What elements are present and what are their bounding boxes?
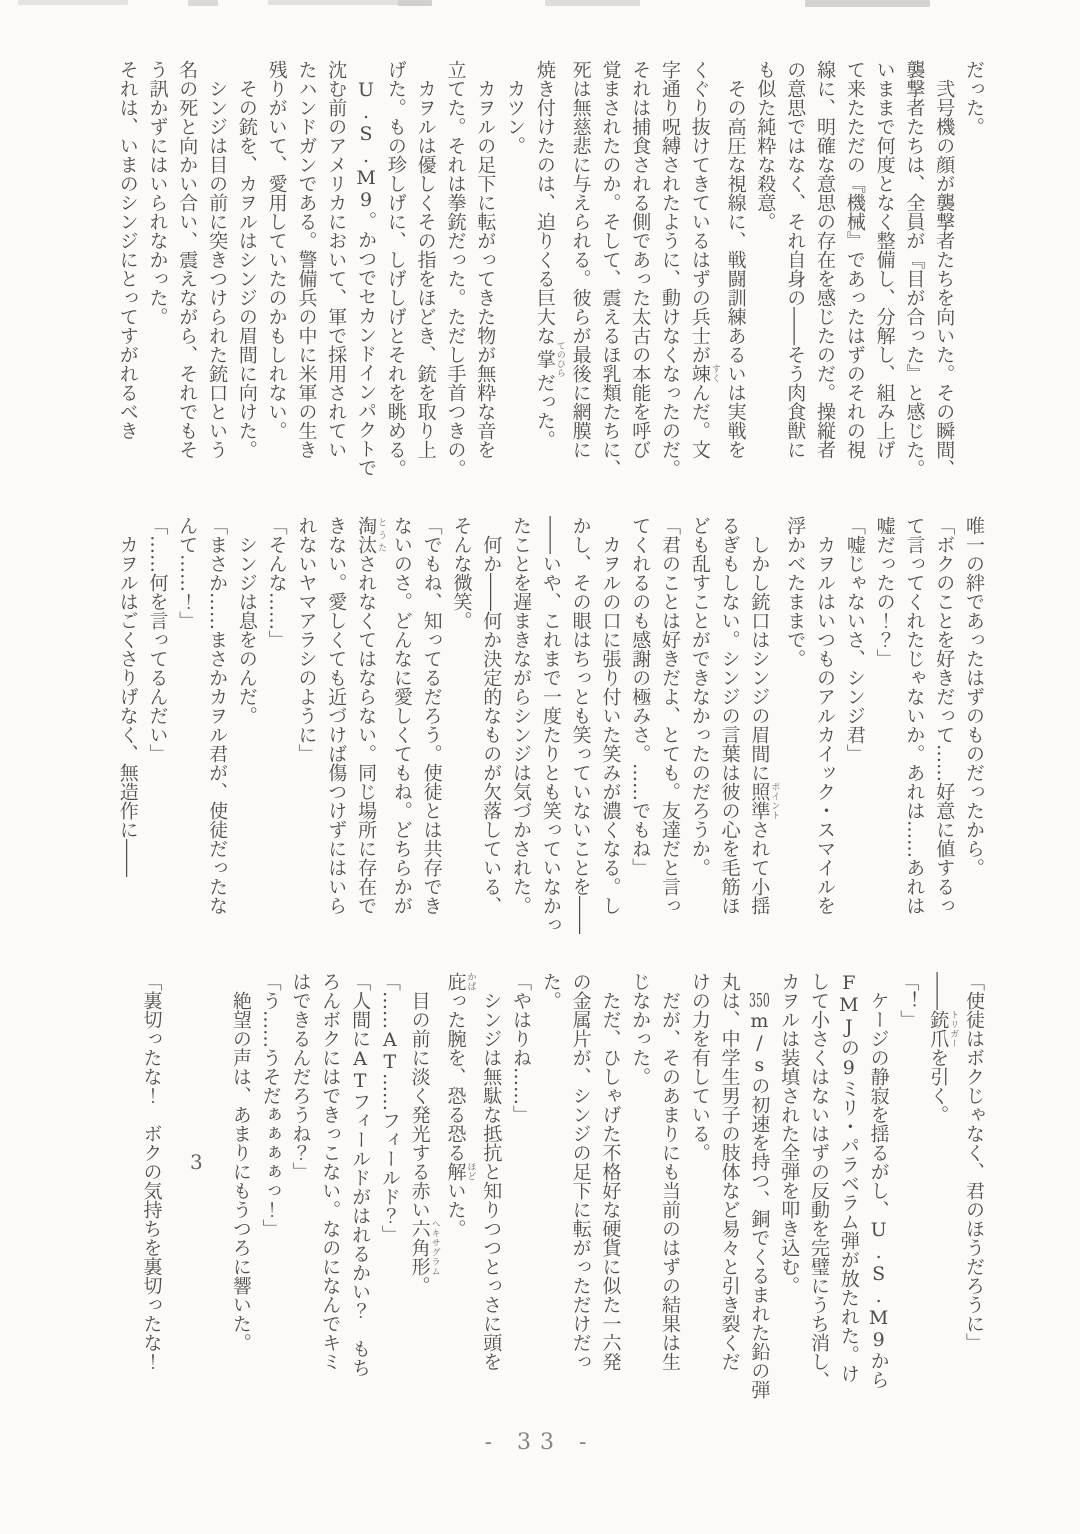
text-column: U.S.M9。かつでセカンドインパクトで <box>355 79 378 477</box>
text-column: 「やはりね……」 <box>510 972 533 1124</box>
scan-artifact <box>545 0 640 6</box>
text-column: 「人間にATフィールドがはれるかい？ もち <box>349 972 372 1377</box>
text-column: た。 <box>539 972 562 1010</box>
ruby-annotated-word: 六角形 ヘキサグラム <box>408 1219 440 1276</box>
text-column: して小さくはないはずの反動を完璧にうち消し、 <box>808 972 831 1390</box>
text-column: 襲撃者たちは、全員が『目が合った』と感じた。 <box>903 60 926 478</box>
ruby-annotated-word: 淘汰 とうた <box>355 516 387 554</box>
text-column: それは、いまのシンジにとってすがれるべき <box>116 60 139 440</box>
text-column: シンジは目の前に突きつけられた銃口という <box>206 60 229 459</box>
text-column: てくれるのも感謝の極みさ。……でもね」 <box>629 516 652 877</box>
text-column: その銃を、カヲルはシンジの眉間に向けた。 <box>235 60 258 459</box>
ruby-annotated-word: 竦 すく <box>688 364 720 383</box>
text-column: けの力を有している。 <box>688 972 711 1162</box>
text-column: いままで何度となく整備し、分解し、組み上げ <box>873 60 896 459</box>
text-column: の意思ではなく、それ自身の――そう肉食獣に <box>784 60 807 459</box>
text-column: カヲルの足下に転がってきた物が無粋な音を <box>474 60 497 459</box>
text-band-top <box>112 60 988 480</box>
horizontal-in-vertical-number: 350 <box>748 991 770 1010</box>
text-column: それは捕食される側であった太古の本能を呼び <box>629 60 652 459</box>
text-column: 「嘘じゃないさ、シンジ君」 <box>843 516 866 763</box>
ruby-annotated-word: 解 ほど <box>444 1162 476 1181</box>
text-column: 浮かべたままで。 <box>784 516 807 668</box>
text-column: だった。 <box>963 60 985 136</box>
text-column: て言ってくれたじゃないか。あれは……あれは <box>903 516 926 915</box>
text-band-bottom <box>136 972 988 1399</box>
upright-latin-text: m/s <box>748 1010 771 1076</box>
text-column: カヲルはごくさりげなく、無造作に―― <box>116 516 139 877</box>
text-column: ――いや、これまで一度たりとも笑っていなかっ <box>539 516 562 934</box>
ruby-annotated-word: 掌 てのひら <box>533 341 565 377</box>
text-column: くぐり抜けてきているはずの兵士が竦 すくんだ。文 <box>688 60 720 459</box>
text-column: 「う……うそだぁぁぁぁっ！」 <box>259 972 282 1238</box>
text-column: 焼き付けたのは、迫りくる巨大な掌 てのひらだった。 <box>533 60 565 449</box>
text-column: カヲルは装填された全弾を叩き込む。 <box>778 972 801 1295</box>
scan-artifact <box>18 0 128 5</box>
text-column: て来たただの『機械』であったはずのそれの視 <box>843 60 866 459</box>
text-column: 何か――何か決定的なものが欠落している、 <box>480 516 503 915</box>
text-column: 「でもね、知ってるだろう。使徒とは共存でき <box>420 516 443 915</box>
text-column <box>165 972 195 1392</box>
text-column: カツン。 <box>504 60 527 155</box>
text-column: 丸は、中学生男子の肢体など易々と引き裂くだ <box>718 972 741 1371</box>
text-column: カヲルは優しくその指をほどき、銃を取り上 <box>414 60 437 459</box>
upright-latin-text: U.S.M9 <box>355 79 378 211</box>
text-column: じなかった。 <box>629 972 652 1086</box>
upright-latin-text: 9 <box>837 1057 860 1079</box>
ruby-annotated-word: 銃爪 トリガー <box>927 1010 959 1048</box>
text-column: かし、その眼はちっとも笑っていないことを―― <box>569 516 592 934</box>
text-column: げた。もの珍しげに、しげしげとそれを眺める。 <box>384 60 407 478</box>
text-column: 名の死と向かい合い、震えながら、それでもそ <box>176 60 199 459</box>
scan-artifact <box>805 0 930 7</box>
text-column: 字通り呪縛されたように、動けなくなったのだ。 <box>659 60 682 478</box>
scan-artifact <box>398 0 432 6</box>
text-column: だが、そのあまりにも当前のはずの結果は生 <box>659 972 682 1371</box>
ruby-annotated-word: 庇 かば <box>444 972 476 991</box>
text-column: 「まさか……まさかカヲル君が、使徒だったな <box>206 516 229 915</box>
text-column: ろんボクにはできっこない。なのになんでキミ <box>319 972 342 1371</box>
text-column: 残りがいて、愛用していたのかもしれない。 <box>265 60 288 440</box>
text-column: カヲルの口に張り付いた笑みが濃くなる。し <box>599 516 622 915</box>
text-column: 死は無慈悲に与えられる。彼らが最後に網膜に <box>569 60 592 459</box>
text-column: んて……！」 <box>176 516 199 630</box>
upright-latin-text: AT <box>349 1048 372 1092</box>
text-column: の金属片が、シンジの足下に転がっただけだっ <box>569 972 592 1371</box>
text-column: きない。愛しくても近づけば傷つけずにはいら <box>325 516 348 915</box>
text-column: 淘汰 とうたされなくてはならない。同じ場所に存在で <box>355 516 387 915</box>
text-column: れないヤマアラシのように」 <box>295 516 318 763</box>
ruby-annotated-word: 照準 ポイント <box>748 782 780 820</box>
scan-artifact <box>188 0 218 6</box>
text-column: 「……AT……フィールド？」 <box>378 972 401 1244</box>
text-column: そんな微笑。 <box>450 516 473 630</box>
text-column: 350m/sの初速を持つ、銅でくるまれた鉛の弾 <box>748 991 771 1399</box>
text-column: 線に、明確な意思の存在を感じたのだ。操縦者 <box>814 60 837 459</box>
text-column: 絶望の声は、あまりにもうつろに響いた。 <box>229 972 252 1352</box>
text-column: 「……何を言ってるんだい」 <box>146 516 169 763</box>
text-column: たことを遅まきながらシンジは気づかされた。 <box>510 516 533 915</box>
text-column: シンジは無駄な抵抗と知りつつとっさに頭を <box>480 972 503 1371</box>
text-column: 嘘だったの！？」 <box>873 516 896 668</box>
text-column: シンジは息をのんだ。 <box>235 516 258 725</box>
text-column: るぎもしない。シンジの言葉は彼の心を毛筋ほ <box>718 516 741 915</box>
text-column: カヲルはいつものアルカイック・スマイルを <box>814 516 837 915</box>
text-column: たハンドガンである。警備兵の中に米軍の生き <box>295 60 318 459</box>
text-column: しかし銃口はシンジの眉間に照準 ポイントされて小揺 <box>748 516 780 915</box>
text-column: 「使徒はボクじゃなく、君のほうだろうに」 <box>963 972 985 1352</box>
text-column: ケージの静寂を揺るがし、U.S.M9から <box>867 972 890 1389</box>
page-number: - 33 - <box>484 1430 596 1455</box>
upright-latin-text: FMJ <box>837 972 860 1038</box>
text-column: ないのさ。どんなに愛しくてもね。どちらかが <box>390 516 413 915</box>
text-column: 目の前に淡く発光する赤い六角形 ヘキサグラム。 <box>408 972 440 1295</box>
text-column: う訊かずにはいられなかった。 <box>146 60 169 326</box>
text-column: 「裏切ったな！ ボクの気持ちを裏切ったな！ <box>140 972 163 1371</box>
text-column: 「君のことは好きだよ、とても。友達だと言っ <box>659 516 682 915</box>
text-column: ども乱すことができなかったのだろうか。 <box>688 516 711 877</box>
text-column: 覚まされたのか。そして、震えるほ乳類たちに、 <box>599 60 622 478</box>
text-column: 「そんな……」 <box>265 516 288 649</box>
text-column: も似た純粋な殺意。 <box>754 60 777 231</box>
upright-latin-text: U.S.M9 <box>867 1219 890 1351</box>
section-number: 3 <box>190 1150 203 1174</box>
text-column: 「！」 <box>897 972 920 1029</box>
text-column: 弐号機の顔が襲撃者たちを向いた。その瞬間、 <box>933 60 956 478</box>
text-column: その高圧な視線に、戦闘訓練あるいは実戦を <box>724 60 747 459</box>
text-column: ただ、ひしゃげた不格好な硬貨に似た一六発 <box>599 972 622 1371</box>
text-column: 立てた。それは拳銃だった。ただし手首つきの。 <box>444 60 467 478</box>
text-column <box>195 972 225 1392</box>
text-band-middle <box>112 516 988 936</box>
text-column: はできるんだろうね？」 <box>289 972 312 1181</box>
text-column: ――銃爪 トリガーを引く。 <box>927 972 959 1124</box>
text-column: 唯一の絆であったはずのものだったから。 <box>963 516 985 877</box>
text-column: FMJの9ミリ・パラベラム弾が放たれた。け <box>837 972 860 1383</box>
upright-latin-text: AT <box>378 1029 401 1073</box>
text-column: 庇 かばった腕を、恐る恐る解 ほどいた。 <box>444 972 476 1238</box>
text-column: 「ボクのことを好きだって……好意に値するっ <box>933 516 956 915</box>
text-column: 沈む前のアメリカにおいて、軍で採用されてい <box>325 60 348 459</box>
